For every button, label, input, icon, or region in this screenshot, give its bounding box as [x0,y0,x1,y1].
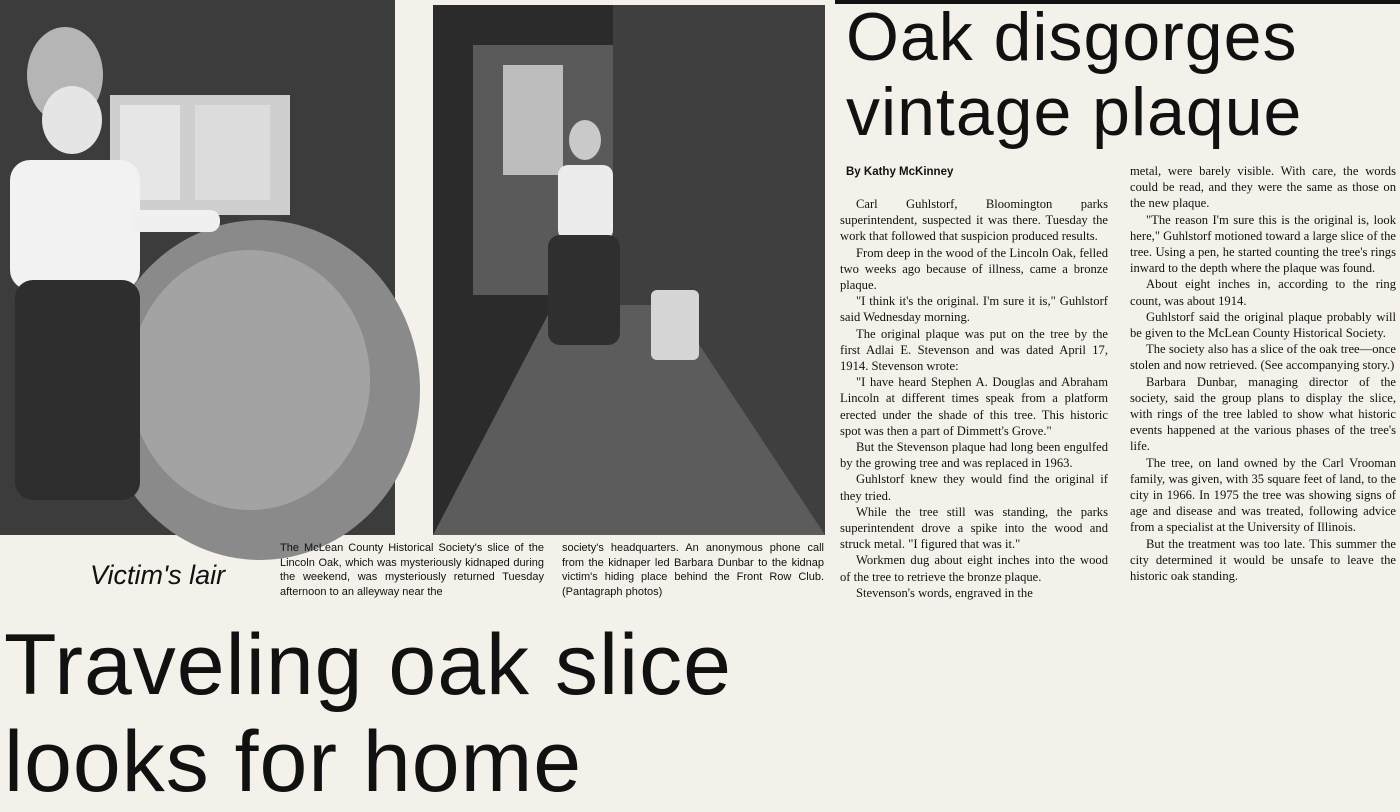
article-paragraph: metal, were barely visible. With care, the words could be read, and they were the same as those on the new plaque. [1130,164,1396,211]
article-paragraph: From deep in the wood of the Lincoln Oak, felled two weeks ago because of illness, came a bronze plaque. [840,245,1108,293]
article-paragraph: About eight inches in, according to the ring count, was about 1914. [1130,277,1396,308]
article-paragraph: The society also has a slice of the oak tree—once stolen and now retrieved. (See accompanying story.) [1130,342,1396,373]
headline-traveling-oak-slice: Traveling oak slice [4,617,732,713]
article-paragraph: "I think it's the original. I'm sure it is," Guhlstorf said Wednesday morning. [840,294,1108,325]
article-paragraph: Workmen dug about eight inches into the wood of the tree to retrieve the bronze plaque. [840,553,1108,584]
article-paragraph: "I have heard Stephen A. Douglas and Abraham Lincoln at different times speak from a platform erected under the shade of this tree. This historic spot was then a part of Dimmett's Grove." [840,375,1108,438]
photo-alleyway [433,5,825,535]
article-paragraph: The original plaque was put on the tree by the first Adlai E. Stevenson and was dated April 17, 1914. Stevenson wrote: [840,326,1108,374]
photo-right-illustration [433,5,825,535]
article-column-2 [1130,163,1396,584]
article-paragraph: Guhlstorf knew they would find the original if they tried. [840,472,1108,503]
headline-traveling-oak-slice-line2: looks for home [4,714,583,810]
article-paragraph: While the tree still was standing, the parks superintendent drove a spike into the wood and struck metal. "I figured that was it." [840,504,1108,552]
article-paragraph: Carl Guhlstorf, Bloomington parks superintendent, suspected it was there. Tuesday the work that followed that suspicion produced results. [840,197,1108,244]
article-paragraph: Stevenson's words, engraved in the [856,585,1033,600]
caption-text-col-2: society's headquarters. An anonymous phone call from the kidnaper led Barbara Dunbar to the kidnap victim's hiding place behind the Front Row Club. (Pantagraph photos) [562,542,824,598]
byline: By Kathy McKinney [846,166,954,178]
headline-oak-line1: Oak disgorges [846,0,1298,75]
article-paragraph: But the Stevenson plaque had long been engulfed by the growing tree and was replaced in 1963. [840,440,1108,471]
article-column-1 [840,196,1108,601]
photo-woman-with-oak-slice [0,0,395,535]
article-paragraph: Guhlstorf said the original plaque probably will be given to the McLean County Historical Society. [1130,309,1396,341]
headline-oak-line2: vintage plaque [846,74,1303,150]
caption-title: Victim's lair [90,560,226,590]
article-paragraph: "The reason I'm sure this is the original is, look here," Guhlstorf motioned toward a large slice of the tree. Using a pen, he started counting the tree's rings inward to the depth where the plaque was found. [1130,212,1396,276]
article-paragraph: Barbara Dunbar, managing director of the society, said the group plans to display the slice, with rings of the tree labled to show what historic events happened at the various phases of the tree's life. [1130,374,1396,454]
article-paragraph: But the treatment was too late. This summer the city determined it would be unsafe to leave the historic oak standing. [1130,536,1396,584]
article-paragraph: The tree, on land owned by the Carl Vrooman family, was given, with 35 square feet of land, to the city in 1966. In 1975 the tree was showing signs of age and disease and was treated, following advice from a specialist at the University of Illinois. [1130,455,1396,535]
headline-oak-disgorges [846,0,1396,150]
photo-left-illustration [0,0,395,535]
caption-text-col-1: The McLean County Historical Society's slice of the Lincoln Oak, which was mysteriously kidnaped during the weekend, was mysteriously returned Tuesday afternoon to an alleyway near the [280,542,544,598]
